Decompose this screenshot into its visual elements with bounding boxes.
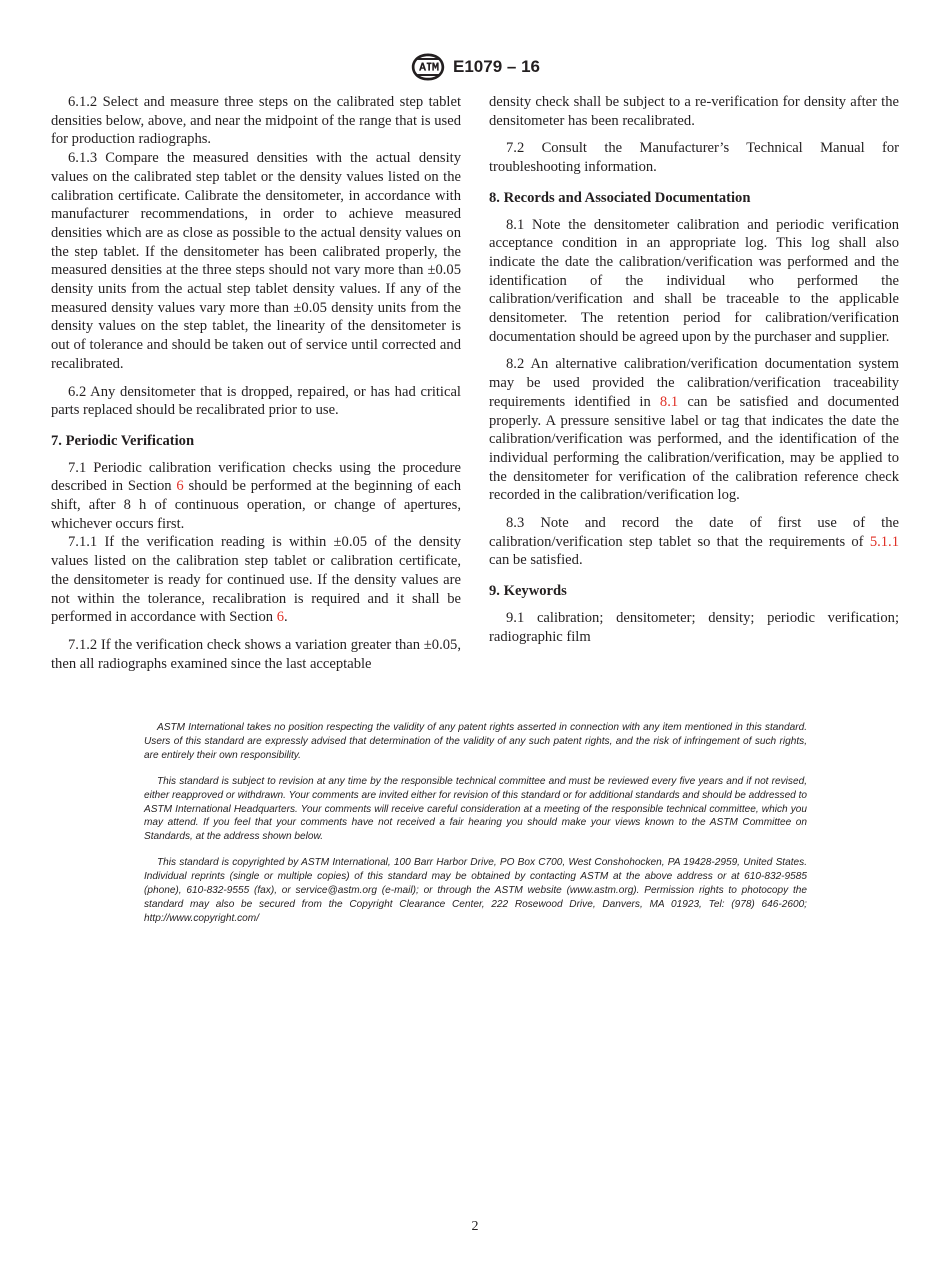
section-heading-8: 8. Records and Associated Documentation [489, 189, 751, 206]
text-fragment: should be performed at the beginning of each shift, after 8 h of continuous operation, or change of apertures, whichever occurs first. [51, 478, 461, 532]
paragraph-7-1-2-continued: density check shall be subject to a re-verification for density after the densitometer has been recalibrated. [489, 94, 899, 129]
paragraph-8-1: 8.1 Note the densitometer calibration and periodic verification acceptance condition in an appropriate log. This log shall also indicate the date the calibration/verification was performed and the identification of the individual who performed the calibration/verification and shall be traceable to the applicable densitometer. The retention period for calibration/verification documentation should be agreed upon by the purchaser and supplier. [489, 216, 899, 345]
paragraph-6-2: 6.2 Any densitometer that is dropped, repaired, or has had critical parts replaced should be recalibrated prior to use. [51, 383, 461, 419]
text-fragment: 8.3 Note and record the date of first use of the calibration/verification step tablet so that the requirements of [489, 515, 899, 550]
copyright-notice: This standard is copyrighted by ASTM International, 100 Barr Harbor Drive, PO Box C700, West Conshohocken, PA 19428-2959, United States. Individual reprints (single or multiple copies) of this standard may be obtained by contacting ASTM at the above address or at 610-832-9585 (phone), 610-832-9555 (fax), or service@astm.org (e-mail); or through the ASTM website (www.astm.org). Permission rights to photocopy the standard may also be secured from the Copyright Clearance Center, 222 Rosewood Drive, Danvers, MA 01923, Tel: (978) 646-2600; http://www.copyright.com/ [144, 857, 807, 924]
paragraph-6-1-2: 6.1.2 Select and measure three steps on the calibrated step tablet densities below, above, and near the midpoint of the range that is used for production radiographs. [51, 94, 461, 148]
text-fragment: 7.1.1 If the verification reading is within ±0.05 of the density values listed on the calibration step tablet or calibration certificate, the densitometer is ready for continued use. If the density values are not within the tolerance, recalibration is required and it shall be performed in accordance with Section [51, 534, 461, 626]
document-id: E1079 – 16 [453, 57, 540, 76]
astm-logo-icon [410, 52, 446, 82]
section-6-link[interactable]: 6 [176, 478, 184, 495]
paragraph-9-1: 9.1 calibration; densitometer; density; periodic verification; radiographic film [489, 609, 899, 645]
paragraph-7-1-2: 7.1.2 If the verification check shows a variation greater than ±0.05, then all radiographs examined since the last acceptable [51, 636, 461, 672]
footer-notes [144, 721, 807, 938]
page-number: 2 [471, 1219, 479, 1234]
text-fragment: 7.1 Periodic calibration verification checks using the procedure described in Section [51, 459, 461, 495]
right-column [489, 93, 899, 655]
revision-notice: This standard is subject to revision at any time by the responsible technical committee and must be reviewed every five years and if not revised, either reapproved or withdrawn. Your comments are invited either for revision of this standard or for additional standards and should be addressed to ASTM International Headquarters. Your comments will receive careful consideration at a meeting of the responsible technical committee, which you may attend. If you feel that your comments have not received a fair hearing you should make your views known to the ASTM Committee on Standards, at the address shown below. [144, 775, 808, 843]
text-fragment: can be satisfied. [489, 552, 583, 569]
section-heading-7: 7. Periodic Verification [51, 432, 195, 449]
section-5-1-1-link[interactable]: 5.1.1 [869, 533, 899, 550]
section-8-1-link[interactable]: 8.1 [659, 393, 679, 410]
paragraph-7-2: 7.2 Consult the Manufacturer’s Technical Manual for troubleshooting information. [489, 140, 899, 176]
text-fragment: can be satisfied and documented properly. A pressure sensitive label or tag that indicates the date the calibration/verification was performed, and the identification of the individual performing the calibration/verification, may be applied to the densitometer for verification of the calibration reference check recorded in the calibration/verification log. [489, 393, 899, 504]
paragraph-6-1-3: 6.1.3 Compare the measured densities with the actual density values on the calibrated step tablet or the density values listed on the calibration certificate. Calibrate the densitometer, in accordance with manufacturer recommendations, in order to achieve measured densities which are as close as possible to the actual density values on the step tablet. If the densitometer has been calibrated properly, the measured densities at the three steps should not vary more than ±0.05 density units from the actual step tablet density values. If any of the measured density values vary more than ±0.05 density units from the density values on the step tablet, the linearity of the densitometer is out of tolerance and should be taken out of service until corrected and recalibrated. [51, 150, 461, 372]
paragraph-8-2 [489, 355, 899, 505]
page-header [0, 52, 950, 87]
paragraph-8-3 [489, 514, 899, 570]
text-fragment: . [284, 609, 288, 626]
paragraph-7-1-1 [51, 533, 461, 627]
left-column [51, 93, 461, 673]
section-6-link[interactable]: 6 [276, 609, 285, 626]
text-fragment: 8.2 An alternative calibration/verification documentation system may be used provided the calibration/verification traceability requirements identified in [489, 356, 899, 410]
patent-notice: ASTM International takes no position respecting the validity of any patent rights asserted in connection with any item mentioned in this standard. Users of this standard are expressly advised that determination of the validity of any such patent rights, and the risk of infringement of such rights, are entirely their own responsibility. [144, 722, 807, 761]
section-heading-9: 9. Keywords [489, 583, 567, 600]
paragraph-7-1 [51, 459, 461, 534]
